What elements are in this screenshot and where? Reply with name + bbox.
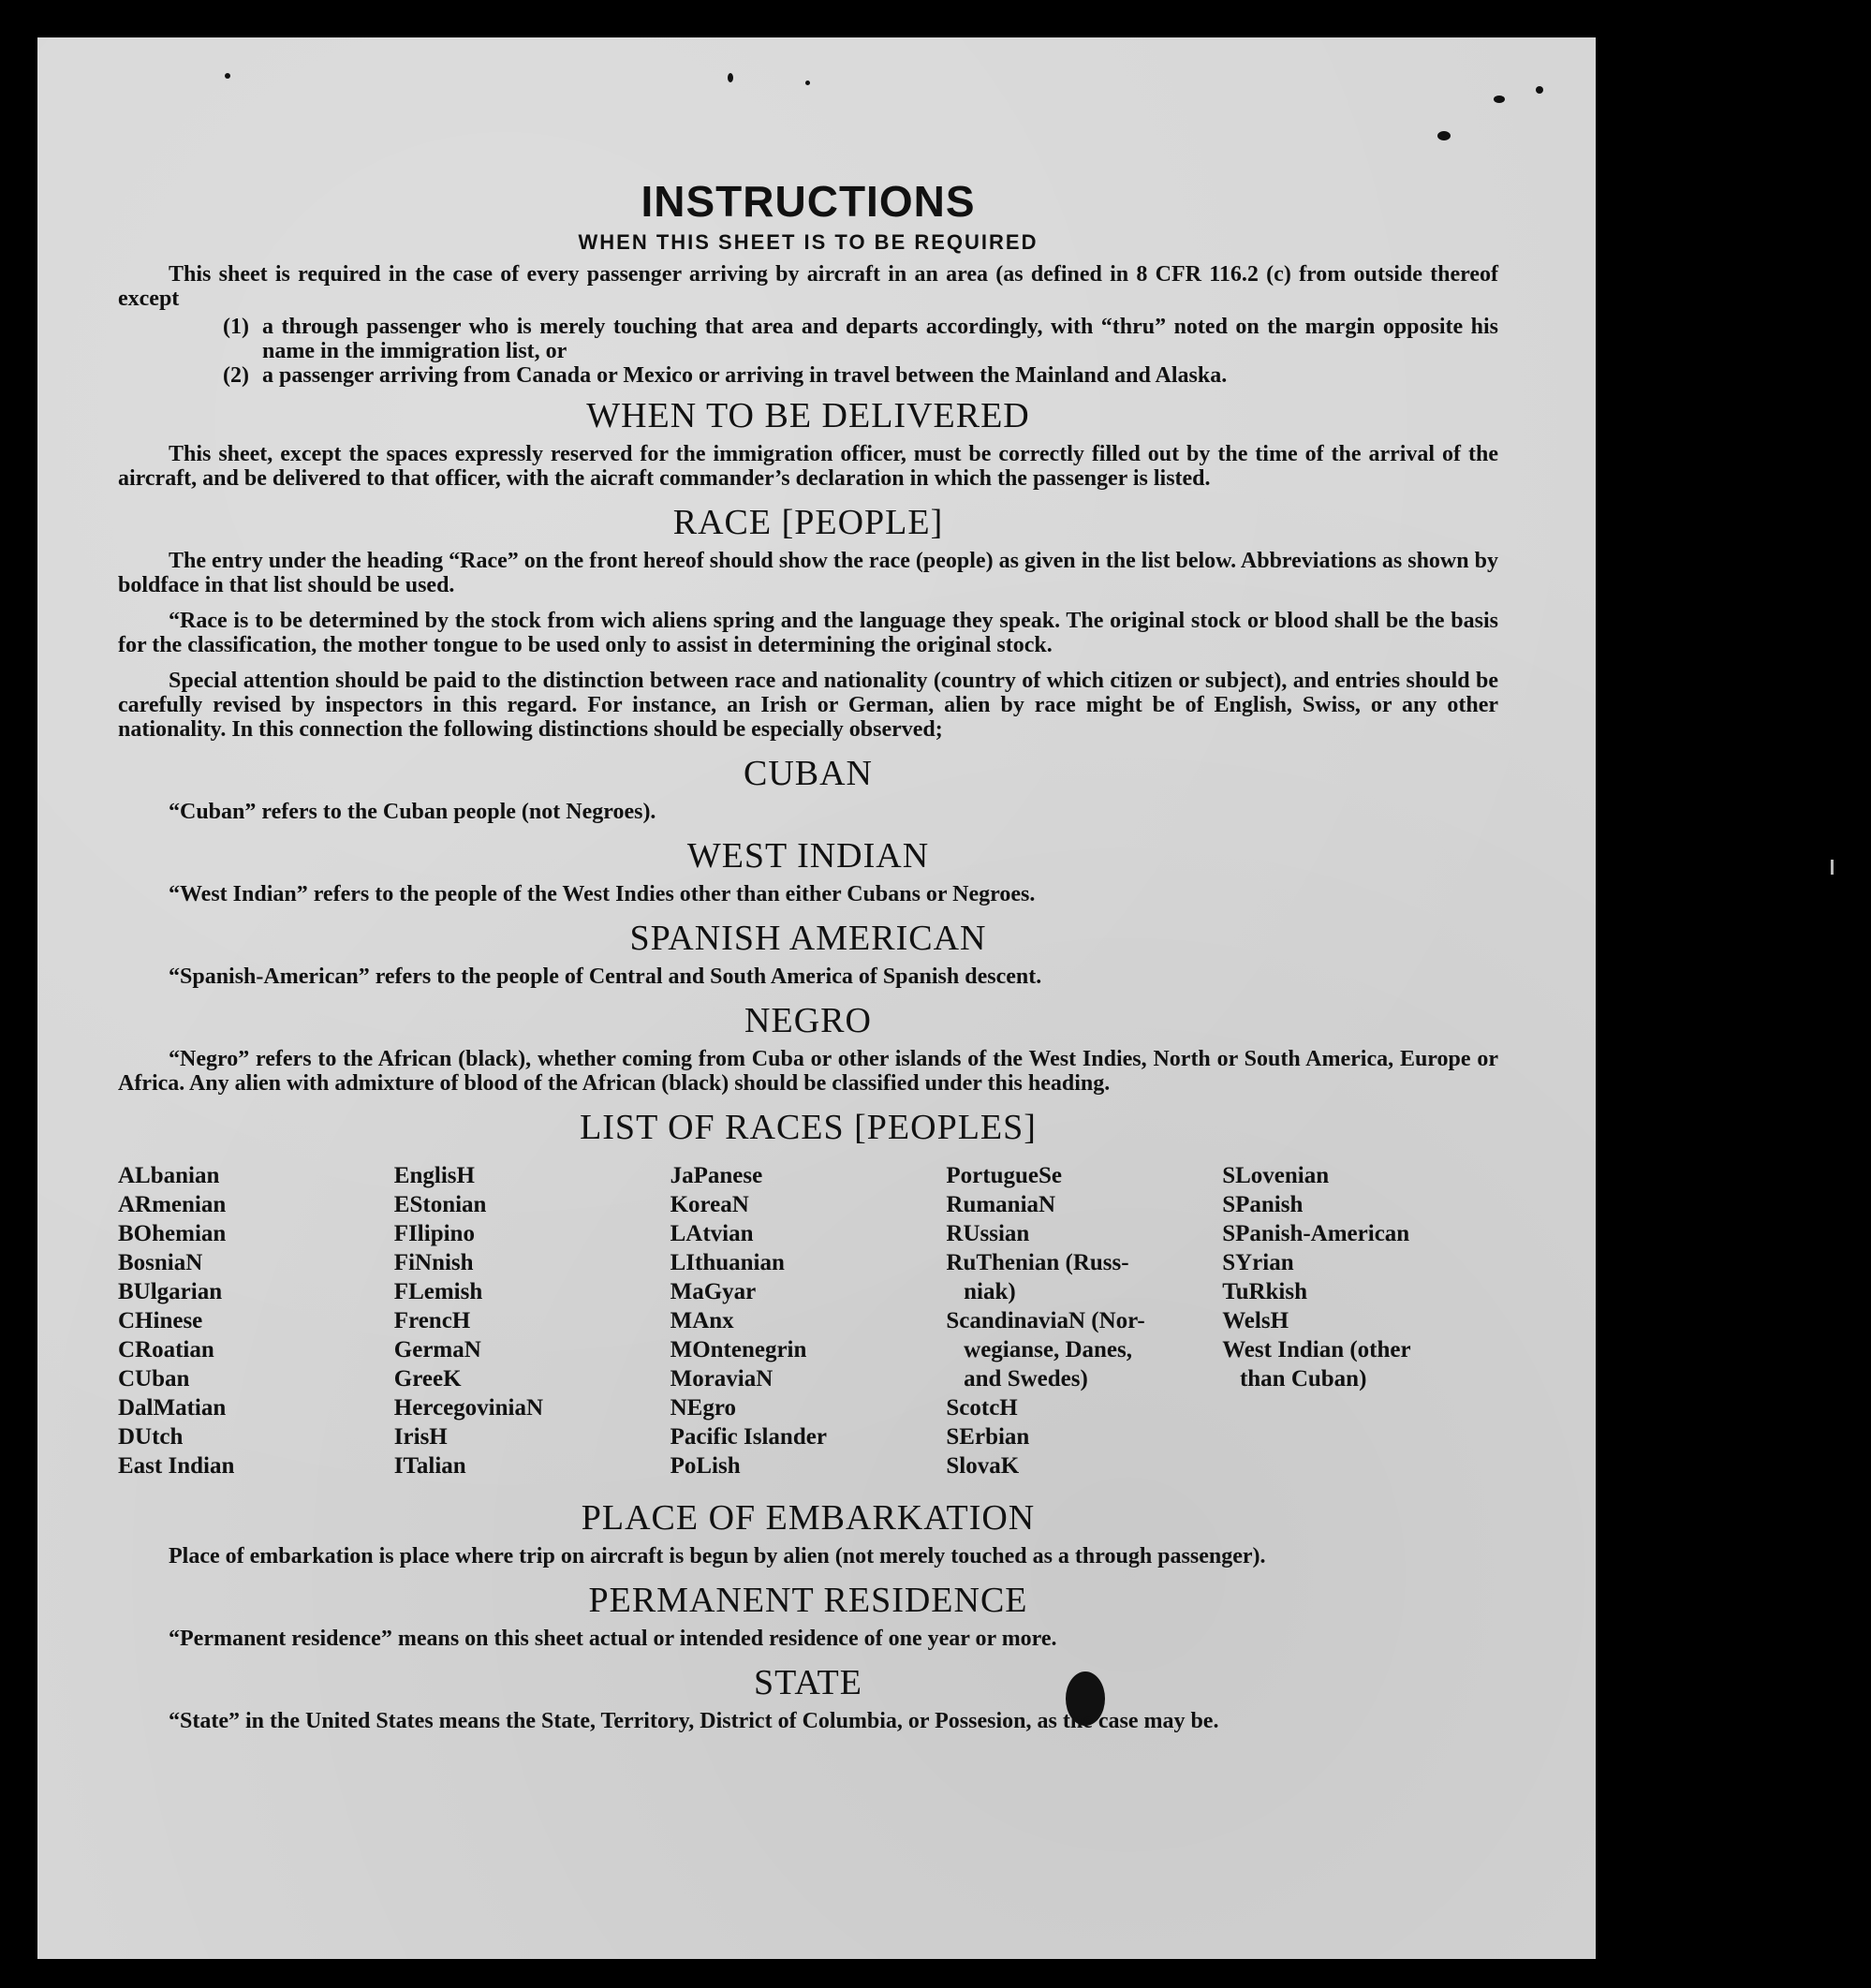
- race-entry: GermaN: [393, 1337, 481, 1362]
- cuban-heading: CUBAN: [743, 754, 874, 793]
- race-entry: RUssian: [946, 1221, 1030, 1246]
- race-entry: TuRkish: [1222, 1279, 1308, 1304]
- races-column: [670, 1161, 947, 1480]
- race-entry: SPanish-American: [1222, 1221, 1410, 1246]
- race-entry: SErbian: [946, 1424, 1030, 1450]
- races-column: [1222, 1161, 1498, 1480]
- exception-item: [118, 363, 1498, 388]
- ink-speck: [805, 81, 810, 85]
- race-entry: NEgro: [670, 1395, 736, 1421]
- race-entry: FrencH: [393, 1308, 471, 1333]
- race-entry: West Indian (other: [1222, 1337, 1411, 1362]
- race-entry: FLemish: [393, 1279, 483, 1304]
- race-entry: MaGyar: [670, 1279, 757, 1304]
- race-entry: FiNnish: [393, 1250, 474, 1275]
- race-entry: than Cuban): [1222, 1366, 1367, 1392]
- race-entry: LIthuanian: [670, 1250, 785, 1275]
- exception-number: (1): [223, 315, 249, 339]
- race-entry: FIlipino: [393, 1221, 475, 1246]
- race-entry: PortugueSe: [946, 1163, 1062, 1188]
- negro-text: “Negro” refers to the African (black), whether coming from Cuba or other islands of the West Indies, North or South America, Europe or Africa. Any alien with admixture of blood of the African (black) should be classified under this heading.: [118, 1047, 1498, 1096]
- race-entry: ScandinaviaN (Nor-: [946, 1308, 1145, 1333]
- cuban-text: “Cuban” refers to the Cuban people (not Negroes).: [169, 800, 656, 824]
- race-entry: Pacific Islander: [670, 1424, 827, 1450]
- ink-speck: [1494, 96, 1505, 103]
- embarkation-text: Place of embarkation is place where trip on aircraft is begun by alien (not merely touched as a through passenger).: [169, 1544, 1266, 1568]
- required-intro: This sheet is required in the case of every passenger arriving by aircraft in an area (as defined in 8 CFR 116.2 (c) from outside thereof except: [118, 262, 1498, 311]
- ink-speck: [1536, 86, 1543, 94]
- race-heading: RACE [PEOPLE]: [672, 503, 944, 542]
- west-indian-heading: WEST INDIAN: [686, 836, 930, 876]
- race-entry: ARmenian: [118, 1192, 227, 1217]
- race-entry: RumaniaN: [946, 1192, 1056, 1217]
- exception-text: a passenger arriving from Canada or Mexico or arriving in travel between the Mainland and Alaska.: [262, 363, 1228, 388]
- races-list: [118, 1161, 1498, 1480]
- delivered-heading: WHEN TO BE DELIVERED: [586, 396, 1030, 435]
- edge-mark: [1831, 860, 1834, 875]
- race-entry: BosniaN: [118, 1250, 203, 1275]
- race-entry: BOhemian: [118, 1221, 227, 1246]
- race-entry: SlovaK: [946, 1453, 1020, 1479]
- race-paragraph: The entry under the heading “Race” on the front hereof should show the race (people) as given in the list below. Abbreviations as shown by boldface in that list should be used.: [118, 549, 1498, 597]
- race-entry: PoLish: [670, 1453, 741, 1479]
- races-column: [118, 1161, 394, 1480]
- race-entry: CUban: [118, 1366, 190, 1392]
- race-entry: ALbanian: [118, 1163, 220, 1188]
- races-column: [946, 1161, 1222, 1480]
- race-entry: EStonian: [393, 1192, 487, 1217]
- race-entry: SYrian: [1222, 1250, 1294, 1275]
- race-entry: IrisH: [393, 1424, 448, 1450]
- race-entry: CRoatian: [118, 1337, 214, 1362]
- race-entry: GreeK: [393, 1366, 462, 1392]
- race-entry: SPanish: [1222, 1192, 1304, 1217]
- race-entry: MOntenegrin: [670, 1337, 807, 1362]
- race-entry: BUlgarian: [118, 1279, 223, 1304]
- race-entry: JaPanese: [670, 1163, 763, 1188]
- delivered-text: This sheet, except the spaces expressly reserved for the immigration officer, must be correctly filled out by the time of the arrival of the aircraft, and be delivered to that officer, with the aicraft commander’s declaration in which the passenger is listed.: [118, 442, 1498, 491]
- races-list-heading: LIST OF RACES [PEOPLES]: [580, 1108, 1037, 1147]
- instructions-content: [118, 139, 1498, 1745]
- race-entry: niak): [946, 1279, 1016, 1304]
- race-entry: KoreaN: [670, 1192, 749, 1217]
- embarkation-heading: PLACE OF EMBARKATION: [581, 1498, 1036, 1538]
- race-entry: RuThenian (Russ-: [946, 1250, 1129, 1275]
- race-entry: MoraviaN: [670, 1366, 773, 1392]
- race-entry: DUtch: [118, 1424, 184, 1450]
- race-entry: EnglisH: [393, 1163, 475, 1188]
- races-column: [394, 1161, 670, 1480]
- negro-heading: NEGRO: [744, 1001, 872, 1040]
- spanish-american-text: “Spanish-American” refers to the people of Central and South America of Spanish descent.: [169, 965, 1042, 989]
- race-entry: SLovenian: [1222, 1163, 1330, 1188]
- west-indian-text: “West Indian” refers to the people of the West Indies other than either Cubans or Negroes.: [169, 882, 1036, 906]
- race-paragraph: “Race is to be determined by the stock from wich aliens spring and the language they speak. The original stock or blood shall be the basis for the classification, the mother tongue to be used only to assist in determining the original stock.: [118, 609, 1498, 657]
- race-entry: WelsH: [1222, 1308, 1289, 1333]
- race-entry: DalMatian: [118, 1395, 227, 1421]
- race-entry: LAtvian: [670, 1221, 754, 1246]
- residence-text: “Permanent residence” means on this sheet actual or intended residence of one year or more.: [169, 1627, 1057, 1651]
- race-entry: wegianse, Danes,: [946, 1337, 1132, 1362]
- page-subtitle: WHEN THIS SHEET IS TO BE REQUIRED: [578, 230, 1039, 254]
- spanish-american-heading: SPANISH AMERICAN: [629, 919, 987, 958]
- exception-item: [118, 315, 1498, 363]
- race-entry: and Swedes): [946, 1366, 1088, 1392]
- race-entry: East Indian: [118, 1453, 235, 1479]
- ink-speck: [225, 73, 230, 79]
- race-entry: ITalian: [393, 1453, 466, 1479]
- race-paragraph: Special attention should be paid to the distinction between race and nationality (country of which citizen or subject), and entries should be carefully revised by inspectors in this regard. For instance, an Irish or German, alien by race might be of English, Swiss, or any other nationality. In this connection the following distinctions should be especially observed;: [118, 669, 1498, 742]
- residence-heading: PERMANENT RESIDENCE: [588, 1581, 1028, 1620]
- race-entry: CHinese: [118, 1308, 203, 1333]
- race-entry: ScotcH: [946, 1395, 1018, 1421]
- state-heading: STATE: [754, 1663, 862, 1702]
- document-sheet: [37, 37, 1596, 1959]
- race-entry: MAnx: [670, 1308, 734, 1333]
- ink-speck: [728, 73, 733, 82]
- exception-number: (2): [223, 363, 249, 388]
- state-text: “State” in the United States means the State, Territory, District of Columbia, or Possesion, as the case may be.: [169, 1709, 1219, 1733]
- race-entry: HercegoviniaN: [393, 1395, 544, 1421]
- page-title: INSTRUCTIONS: [641, 177, 976, 226]
- exception-text: a through passenger who is merely touching that area and departs accordingly, with “thru” noted on the margin opposite his name in the immigration list, or: [262, 315, 1498, 363]
